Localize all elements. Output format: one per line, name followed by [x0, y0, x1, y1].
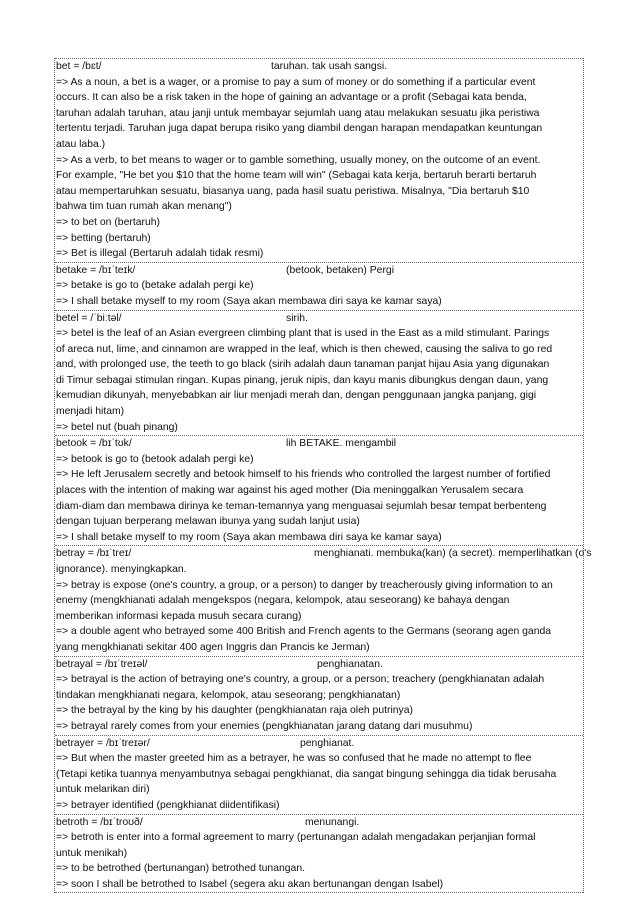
entry-text-line: => soon I shall be betrothed to Isabel (segera aku akan bertunangan dengan Isabel) [56, 878, 444, 890]
entry-text-line: => betel is the leaf of an Asian evergreen climbing plant that is used in the East as a mild stimulant. Parings [56, 328, 550, 340]
entry-text-line: untuk menikah) [56, 847, 128, 859]
entry-text-line: places with the intention of making war against his aged mother (Dia meninggalkan Yerusalem secara [56, 485, 524, 497]
entry-headword: betook = /bɪˈtʊk/ [56, 438, 132, 450]
entry-meaning: sirih. [286, 312, 308, 324]
entry-headword-row [55, 436, 583, 452]
entry-headword-row [55, 59, 583, 75]
entry-headword: betrayal = /bɪˈtreɪəl/ [56, 658, 148, 670]
entry-text-line: menjadi hitam) [56, 406, 125, 418]
entry-meaning: menghianati. membuka(kan) (a secret). memperlihatkan (o's [314, 548, 592, 560]
entry-text-line: of areca nut, lime, and cinnamon are wrapped in the leaf, which is then chewed, causing the saliva to go red [56, 343, 553, 355]
entry-text-line: => betrayer identified (pengkhianat diidentifikasi) [56, 799, 280, 811]
entry-text-line: => betroth is enter into a formal agreement to marry (pertunangan adalah mengadakan perjanjian formal [56, 832, 536, 844]
entry-text-line: atau laba.) [56, 138, 106, 150]
entry-text-line: => As a noun, a bet is a wager, or a promise to pay a sum of money or do something if a particular event [56, 76, 536, 88]
entry-headword: betray = /bɪˈtreɪ/ [56, 548, 132, 560]
dictionary-entry [55, 656, 583, 735]
entry-text-line: => I shall betake myself to my room (Saya akan membawa diri saya ke kamar saya) [56, 531, 442, 543]
entry-text-line: => I shall betake myself to my room (Saya akan membawa diri saya ke kamar saya) [56, 295, 442, 307]
entry-text-line: => betake is go to (betake adalah pergi ke) [56, 280, 254, 292]
entry-text-line: => betrayal rarely comes from your enemies (pengkhianatan jarang datang dari musuhmu) [56, 720, 473, 732]
entry-headword-row [55, 736, 583, 752]
entry-text-line: occurs. It can also be a risk taken in the hope of gaining an advantage or a profit (Sebagai kata benda, [56, 92, 527, 104]
entry-text-line: => betrayal is the action of betraying one's country, a group, or a person; treachery (pengkhianatan adalah [56, 674, 545, 686]
dictionary-entry [55, 310, 583, 436]
dictionary-entry [55, 435, 583, 545]
entry-text-line: dengan tujuan berperang melawan ibunya yang sudah lanjut usia) [56, 516, 360, 528]
entry-text-line: => As a verb, to bet means to wager or to gamble something, usually money, on the outcome of an event. [56, 154, 541, 166]
entry-headword: betrayer = /bɪˈtreɪər/ [56, 737, 150, 749]
dictionary-entry [55, 262, 583, 310]
entry-headword-row [55, 657, 583, 673]
entry-text-line: => to bet on (bertaruh) [56, 216, 160, 228]
entry-text-line: untuk melarikan diri) [56, 784, 150, 796]
entry-text-line: => betel nut (buah pinang) [56, 421, 178, 433]
entry-text-line: kemudian dikunyah, menyebabkan air liur menjadi merah dan, dengan penggunaan jangka panjang, gigi [56, 390, 537, 402]
entry-headword: betel = /ˈbiːtəl/ [56, 312, 122, 324]
entry-text-line: tindakan mengkhianati negara, kelompok, atau seseorang; pengkhianatan) [56, 689, 401, 701]
entry-text-line: di Timur sebagai stimulan ringan. Kupas pinang, jeruk nipis, dan kayu manis dibungkus dengan daun, yang [56, 374, 549, 386]
entry-headword-row [55, 263, 583, 279]
entry-headword-row [55, 546, 592, 562]
entry-text-line: => But when the master greeted him as a betrayer, he was so confused that he made no attempt to flee [56, 753, 532, 765]
entry-text-line: => betting (bertaruh) [56, 232, 151, 244]
entry-meaning: penghianatan. [317, 658, 383, 670]
entry-text-line: (Tetapi ketika tuannya menyambutnya sebagai pengkhianat, dia sangat bingung sehingga dia tidak berusaha [56, 768, 557, 780]
entry-text-line: => He left Jerusalem secretly and betook himself to his friends who controlled the largest number of fortified [56, 469, 551, 481]
entry-text-line: ignorance). menyingkapkan. [56, 564, 187, 575]
entry-meaning: menunangi. [305, 816, 360, 828]
entry-text-line: diam-diam dan membawa dirinya ke teman-temannya yang menguasai sejumlah besar tempat berbenteng [56, 500, 547, 512]
entry-text-line: => to be betrothed (bertunangan) betrothed tunangan. [56, 863, 305, 875]
entry-text-line: atau mempertaruhkan sesuatu, biasanya uang, pada hasil suatu peristiwa. Misalnya, "Dia bertaruh $10 [56, 185, 530, 197]
entry-text-line: and, with prolonged use, the teeth to go black (sirih adalah daun tanaman panjat hijau Asia yang digunakan [56, 359, 550, 371]
entry-meaning: lih BETAKE. mengambil [286, 438, 397, 450]
entry-text-line: enemy (mengkhianati adalah mengekspos (negara, kelompok, atau seseorang) ke bahaya dengan [56, 595, 510, 607]
entry-headword-row [55, 815, 583, 831]
entry-text-line: => betray is expose (one's country, a group, or a person) to danger by treacherously giving information to an [56, 579, 553, 591]
entry-text-line: => Bet is illegal (Bertaruh adalah tidak resmi) [56, 248, 264, 260]
dictionary-entry [55, 58, 583, 262]
entry-text-line: yang mengkhianati sekitar 400 agen Inggris dan Prancis ke Jerman) [56, 641, 370, 653]
dictionary-entry [55, 735, 583, 814]
entry-text-line: => a double agent who betrayed some 400 British and French agents to the Germans (seorang agen ganda [56, 626, 552, 638]
entry-headword: betake = /bɪˈteɪk/ [56, 264, 136, 276]
entry-meaning: penghianat. [300, 737, 355, 749]
entry-meaning: taruhan. tak usah sangsi. [271, 61, 388, 72]
entry-headword: betroth = /bɪˈtroʊð/ [56, 816, 143, 828]
entry-text-line: taruhan adalah taruhan, atau janji untuk membayar sejumlah uang atau melakukan sesuatu jika peristiwa [56, 107, 540, 119]
entry-text-line: memberikan informasi kepada musuh secara curang) [56, 610, 302, 622]
dictionary-table [54, 58, 592, 893]
dictionary-entry [55, 545, 592, 655]
entry-text-line: => the betrayal by the king by his daughter (pengkhianatan raja oleh putrinya) [56, 705, 413, 717]
dictionary-entry [55, 814, 583, 894]
entry-text-line: For example, "He bet you $10 that the home team will win" (Sebagai kata kerja, bertaruh berarti bertaruh [56, 170, 537, 182]
entry-text-line: => betook is go to (betook adalah pergi ke) [56, 453, 254, 465]
entry-headword: bet = /bɛt/ [56, 61, 102, 72]
entry-text-line: tertentu terjadi. Taruhan juga dapat berupa risiko yang diambil dengan harapan mendapatkan keuntungan [56, 123, 543, 135]
entry-headword-row [55, 311, 583, 327]
entry-text-line: bahwa tim tuan rumah akan menang") [56, 201, 232, 213]
entry-meaning: (betook, betaken) Pergi [286, 264, 395, 276]
